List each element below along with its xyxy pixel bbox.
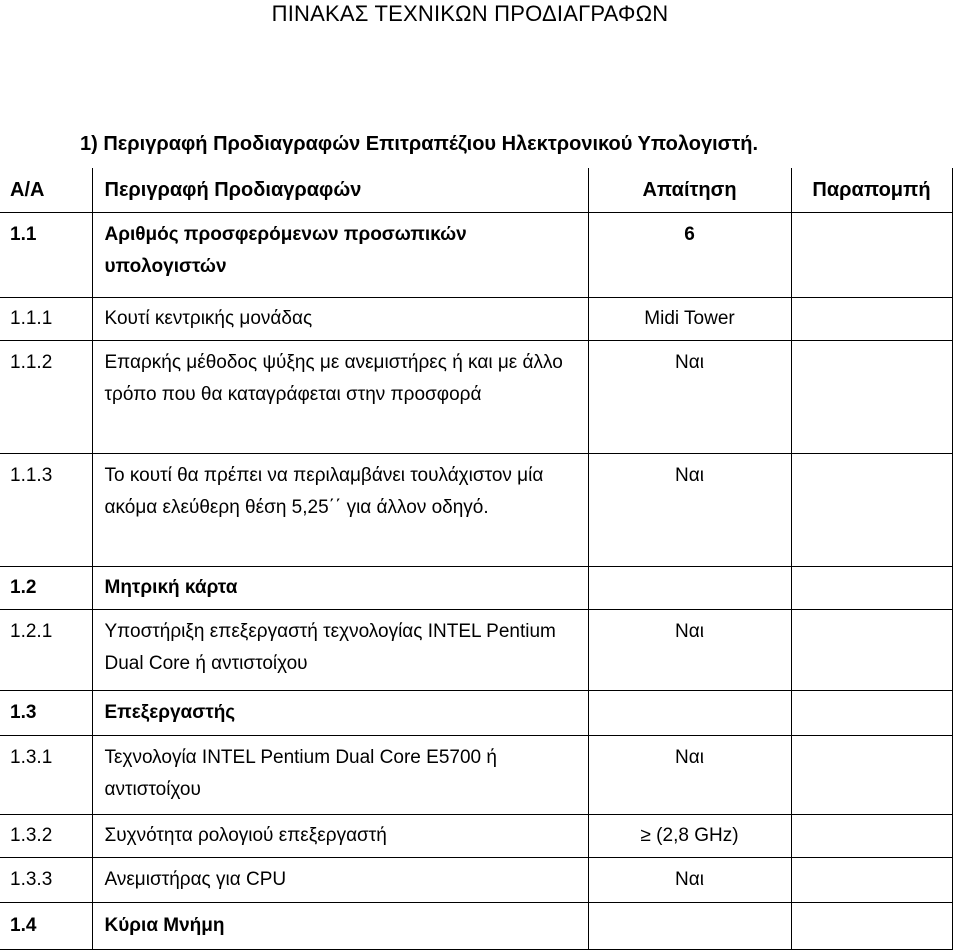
row-desc: Υποστήριξη επεξεργαστή τεχνολογίας INTEL Pentium Dual Core ή αντιστοίχου [92, 610, 588, 691]
table-row [0, 298, 952, 341]
row-desc: Ανεμιστήρας για CPU [92, 858, 588, 903]
row-desc: Τεχνολογία INTEL Pentium Dual Core E5700 ή αντιστοίχου [92, 736, 588, 815]
header-req: Απαίτηση [588, 168, 791, 213]
row-num: 1.3.1 [0, 736, 92, 815]
page-title: ΠΙΝΑΚΑΣ ΤΕΧΝΙΚΩΝ ΠΡΟΔΙΑΓΡΑΦΩΝ [271, 1, 669, 26]
row-ref [791, 691, 952, 736]
header-ref: Παραπομπή [791, 168, 952, 213]
row-req [588, 903, 791, 950]
row-num: 1.3 [0, 691, 92, 736]
row-req: ≥ (2,8 GHz) [588, 815, 791, 858]
row-num: 1.1.3 [0, 454, 92, 567]
row-num: 1.2 [0, 567, 92, 610]
row-ref [791, 213, 952, 298]
row-req: Ναι [588, 858, 791, 903]
row-ref [791, 298, 952, 341]
row-req: 6 [588, 213, 791, 298]
section-title: 1) Περιγραφή Προδιαγραφών Επιτραπέζιου Ηλεκτρονικού Υπολογιστή. [80, 133, 759, 155]
table-header-row [0, 168, 952, 213]
row-num: 1.4 [0, 903, 92, 950]
table-row [0, 567, 952, 610]
table-row [0, 454, 952, 567]
row-num: 1.1.2 [0, 341, 92, 454]
spec-table [0, 168, 953, 950]
row-req: Midi Tower [588, 298, 791, 341]
row-ref [791, 341, 952, 454]
row-num: 1.3.3 [0, 858, 92, 903]
row-req: Ναι [588, 454, 791, 567]
row-ref [791, 858, 952, 903]
row-ref [791, 567, 952, 610]
row-req [588, 691, 791, 736]
table-row [0, 815, 952, 858]
row-desc: Κουτί κεντρικής μονάδας [92, 298, 588, 341]
table-row [0, 610, 952, 691]
row-req: Ναι [588, 341, 791, 454]
row-desc: Συχνότητα ρολογιού επεξεργαστή [92, 815, 588, 858]
table-row [0, 903, 952, 950]
table-row [0, 341, 952, 454]
row-ref [791, 610, 952, 691]
row-num: 1.2.1 [0, 610, 92, 691]
row-req: Ναι [588, 736, 791, 815]
row-desc: Αριθμός προσφερόμενων προσωπικών υπολογιστών [92, 213, 588, 298]
row-num: 1.1.1 [0, 298, 92, 341]
table-row [0, 736, 952, 815]
table-row [0, 213, 952, 298]
row-desc: Επεξεργαστής [92, 691, 588, 736]
table-row [0, 691, 952, 736]
row-num: 1.3.2 [0, 815, 92, 858]
row-ref [791, 903, 952, 950]
row-req [588, 567, 791, 610]
header-num: Α/Α [0, 168, 92, 213]
row-desc: Το κουτί θα πρέπει να περιλαμβάνει τουλάχιστον μία ακόμα ελεύθερη θέση 5,25΄΄ για άλλον οδηγό. [92, 454, 588, 567]
row-ref [791, 454, 952, 567]
row-ref [791, 736, 952, 815]
row-ref [791, 815, 952, 858]
row-num: 1.1 [0, 213, 92, 298]
row-desc: Κύρια Μνήμη [92, 903, 588, 950]
header-desc: Περιγραφή Προδιαγραφών [92, 168, 588, 213]
row-desc: Μητρική κάρτα [92, 567, 588, 610]
row-req: Ναι [588, 610, 791, 691]
table-row [0, 858, 952, 903]
row-desc: Επαρκής μέθοδος ψύξης με ανεμιστήρες ή και με άλλο τρόπο που θα καταγράφεται στην προσφορά [92, 341, 588, 454]
